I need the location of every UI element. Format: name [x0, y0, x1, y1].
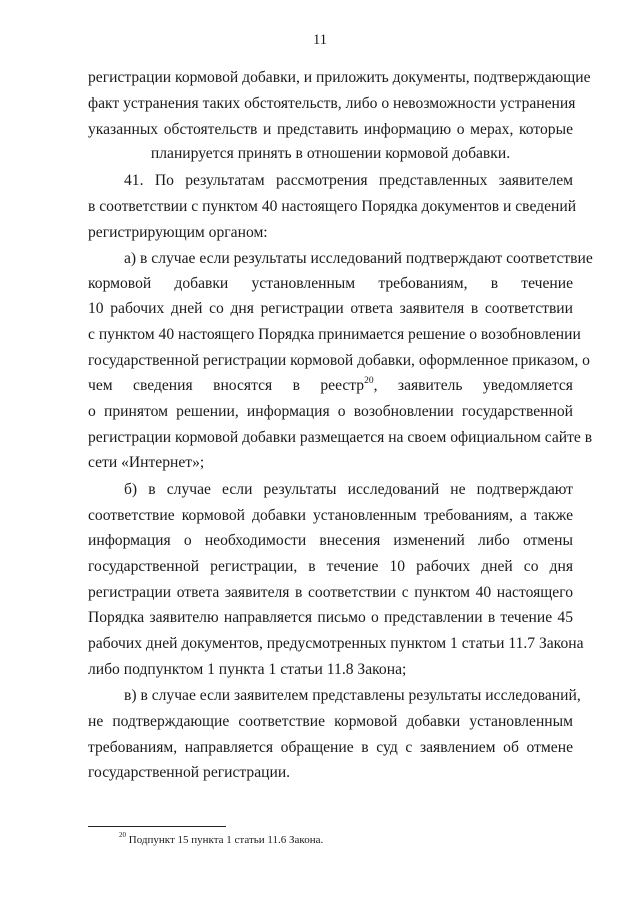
text-segment: чем сведения вносятся в реестр	[88, 377, 365, 394]
footnote-separator	[88, 826, 226, 827]
text-line: регистрации ответа заявителя в соответствии с пунктом 40 настоящего	[88, 584, 573, 601]
text-line: 41. По результатам рассмотрения представленных заявителем	[124, 172, 573, 189]
footnote	[119, 833, 323, 847]
text-line: в) в случае если заявителем представлены результаты исследований,	[124, 687, 581, 704]
footnote-marker: 20	[119, 831, 126, 840]
text-line: информация о необходимости внесения изменений либо отмены	[88, 532, 573, 549]
text-line: о принятом решении, информация о возобновлении государственной	[88, 403, 573, 420]
text-line: регистрации кормовой добавки, и приложить документы, подтверждающие	[88, 69, 591, 86]
text-line: не подтверждающие соответствие кормовой добавки установленным	[88, 713, 573, 730]
text-line: планируется принять в отношении кормовой добавки.	[150, 145, 511, 162]
text-line: рабочих дней документов, предусмотренных пунктом 1 статьи 11.7 Закона	[88, 635, 584, 652]
text-line: кормовой добавки установленным требованиям, в течение	[88, 275, 573, 292]
page-number: 11	[313, 32, 327, 48]
text-line: 10 рабочих дней со дня регистрации ответа заявителя в соответствии	[88, 300, 573, 317]
footnote-text: Подпункт 15 пункта 1 статьи 11.6 Закона.	[126, 834, 324, 846]
text-line: факт устранения таких обстоятельств, либо о невозможности устранения	[88, 95, 576, 112]
text-line: с пунктом 40 настоящего Порядка принимается решение о возобновлении	[88, 326, 581, 343]
text-line: соответствие кормовой добавки установленным требованиям, а также	[88, 507, 573, 524]
text-line: либо подпунктом 1 пункта 1 статьи 11.8 Закона;	[88, 661, 407, 678]
text-line: государственной регистрации кормовой добавки, оформленное приказом, о	[88, 352, 590, 369]
text-line: а) в случае если результаты исследований подтверждают соответствие	[124, 250, 593, 267]
text-line-with-footnote-ref	[88, 377, 573, 395]
text-line: требованиям, направляется обращение в суд с заявлением об отмене	[88, 739, 573, 756]
text-line: указанных обстоятельств и представить информацию о мерах, которые	[88, 121, 573, 138]
text-line: регистрации кормовой добавки размещается на своем официальном сайте в	[88, 429, 593, 446]
text-line: регистрирующим органом:	[88, 224, 268, 241]
text-line: сети «Интернет»;	[88, 454, 205, 471]
text-line: государственной регистрации.	[88, 764, 291, 781]
text-line: государственной регистрации, в течение 10 рабочих дней со дня	[88, 558, 573, 575]
footnote-reference: 20	[364, 375, 374, 386]
text-line: б) в случае если результаты исследований не подтверждают	[124, 481, 573, 498]
text-line: в соответствии с пунктом 40 настоящего Порядка документов и сведений	[88, 198, 577, 215]
text-line: Порядка заявителю направляется письмо о представлении в течение 45	[88, 609, 573, 626]
text-segment: , заявитель уведомляется	[373, 377, 573, 394]
